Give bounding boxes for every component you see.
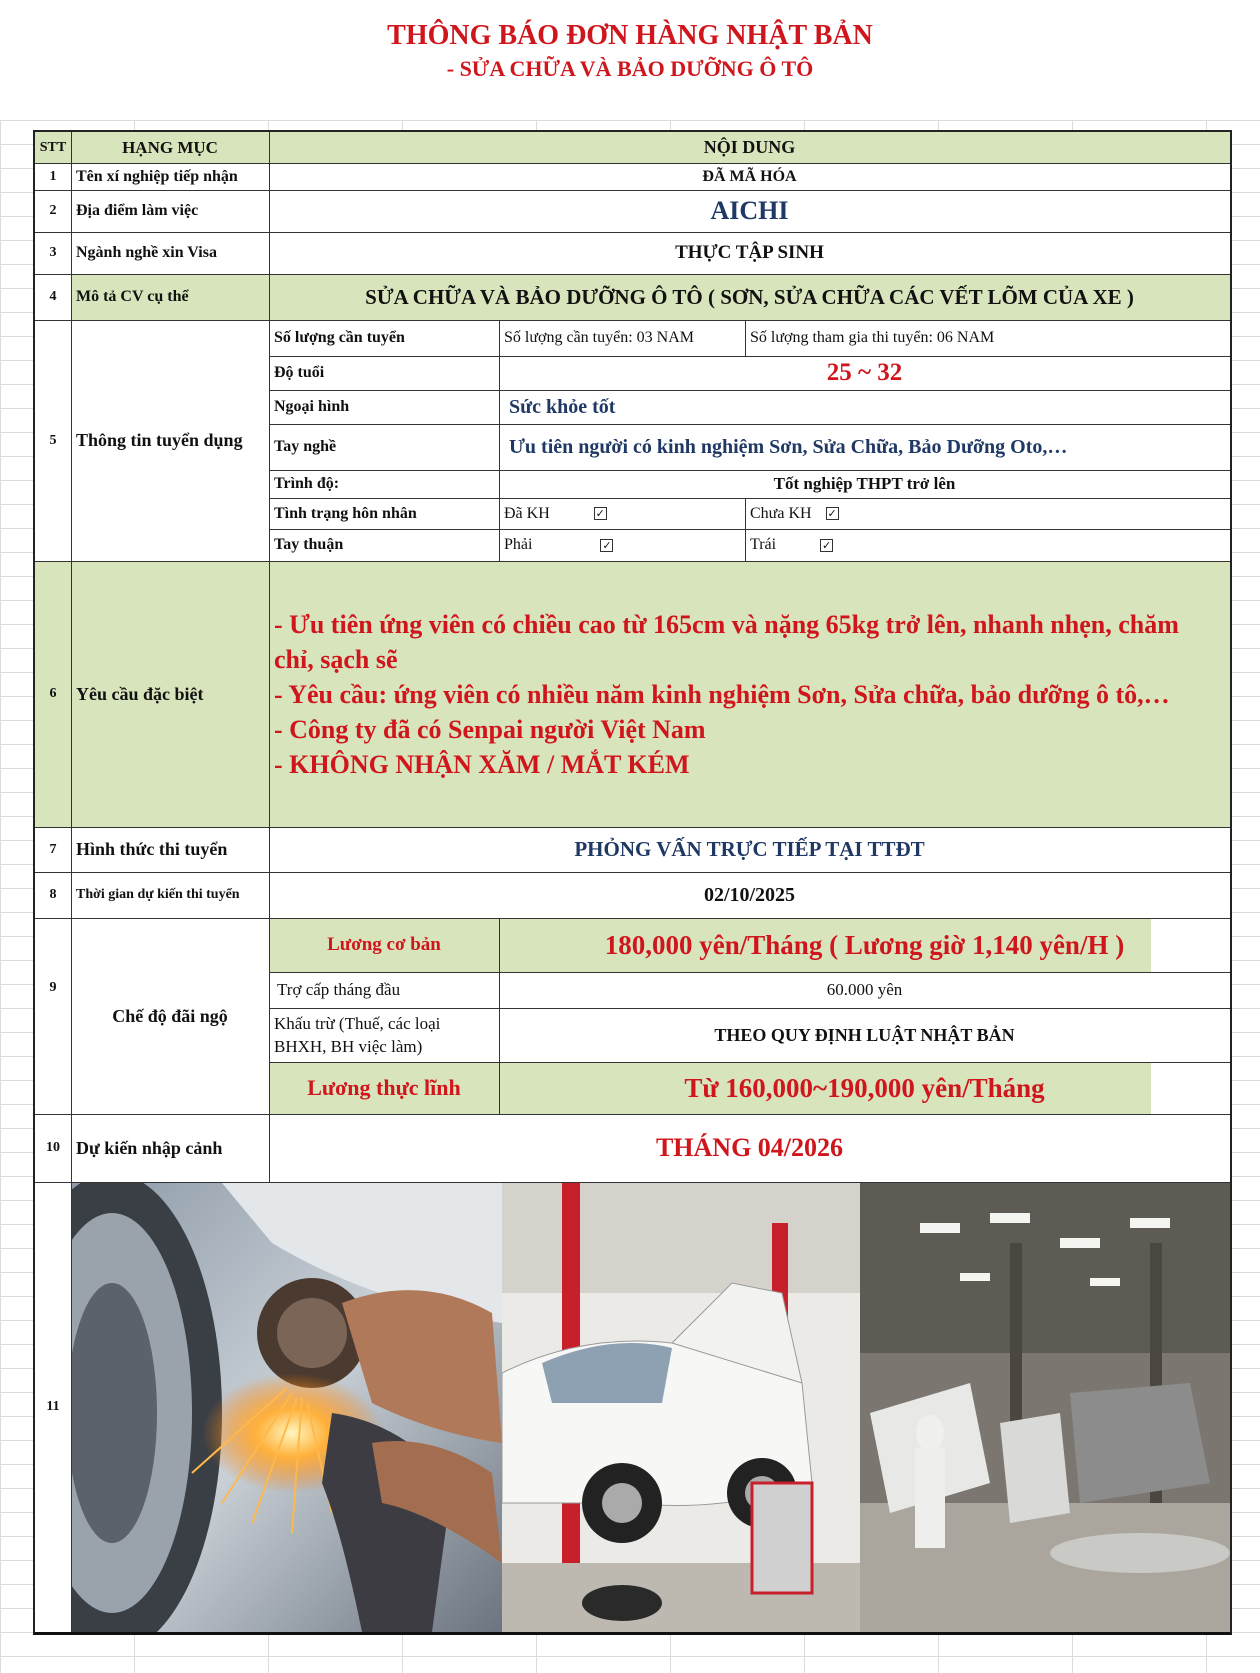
right-hand-checkbox[interactable]: ✓ [602,538,612,552]
row5-label: Thông tin tuyển dụng [76,430,243,450]
row3-stt: 3 [49,245,57,260]
left-hand-label: Trái [750,536,777,553]
base-salary-value: 180,000 yên/Tháng ( Lương giờ 1,140 yên/H ) [604,929,1125,960]
row2-stt: 2 [49,203,57,218]
visa-type-value: THỰC TẬP SINH [675,242,824,263]
right-hand-label: Phải [504,536,533,553]
allowance-value: 60.000 yên [826,980,903,999]
company-name-value: ĐÃ MÃ HÓA [702,167,797,185]
right-hand-option [499,529,745,561]
exam-date-value: 02/10/2025 [703,883,796,906]
appearance-label: Ngoại hình [274,398,350,415]
work-location-value: AICHI [710,196,789,225]
deduction-label: Khấu trừ (Thuế, các loại BHXH, BH việc làm) [274,1014,441,1056]
quantity-exam-value: Số lượng tham gia thi tuyển: 06 NAM [750,329,995,346]
row9-stt: 9 [49,980,57,995]
row9-label: Chế độ đãi ngộ [112,1005,228,1026]
row10-label: Dự kiến nhập cảnh [76,1137,223,1158]
skill-value: Ưu tiên người có kinh nghiệm Sơn, Sửa Chữa, Bảo Dưỡng Oto,… [509,435,1068,458]
education-value: Tốt nghiệp THPT trở lên [773,474,956,493]
row1-label: Tên xí nghiệp tiếp nhận [76,167,238,185]
quantity-needed-value: Số lượng cần tuyển: 03 NAM [504,329,695,346]
net-salary-label: Lương thực lĩnh [307,1075,461,1100]
row6-stt: 6 [49,686,57,701]
col-stt-header: STT [39,139,67,155]
education-label: Trình độ: [274,475,340,492]
order-table [33,130,1232,1635]
age-label: Độ tuổi [274,364,325,381]
row6-label: Yêu cầu đặc biệt [76,683,204,704]
row2-label: Địa điểm làm việc [76,202,199,219]
single-label: Chưa KH [750,504,812,522]
age-value: 25 ~ 32 [826,359,903,386]
row4-label: Mô tả CV cụ thể [76,288,189,305]
left-hand-checkbox[interactable]: ✓ [821,538,832,552]
quantity-label: Số lượng cần tuyển [274,329,405,346]
single-checkbox[interactable]: ✓ [827,507,837,520]
base-salary-label: Lương cơ bản [327,934,441,955]
allowance-label: Trợ cấp tháng đầu [277,980,401,999]
row8-label: Thời gian dự kiến thi tuyển [76,887,240,902]
row4-stt: 4 [49,289,57,304]
row1-stt: 1 [49,168,57,184]
page-title: THÔNG BÁO ĐƠN HÀNG NHẬT BẢN [0,20,1260,52]
left-hand-option [745,529,1230,561]
skill-label: Tay nghề [274,438,337,455]
page-subtitle: - SỬA CHỮA VÀ BẢO DƯỠNG Ô TÔ [0,56,1260,82]
col-category-header: HẠNG MỤC [122,137,218,157]
requirement-item: - Ưu tiên ứng viên có chiều cao từ 165cm và nặng 65kg trở lên, nhanh nhẹn, chăm chỉ, sạch sẽ [274,609,1179,674]
row7-label: Hình thức thi tuyển [76,839,228,859]
row11-stt: 11 [46,1399,60,1414]
married-option [499,498,745,529]
row7-stt: 7 [49,841,57,857]
marital-label: Tình trạng hôn nhân [274,504,417,522]
job-description-value: SỬA CHỮA VÀ BẢO DƯỠNG Ô TÔ ( SƠN, SỬA CHỮA CÁC VẾT LÕM CỦA XE ) [365,284,1134,309]
married-checkbox[interactable]: ✓ [595,507,605,520]
appearance-value: Sức khỏe tốt [509,395,616,418]
married-label: Đã KH [504,504,550,522]
photo-grinding [72,1183,502,1632]
photo-workshop [860,1183,1230,1632]
row3-label: Ngành nghề xin Visa [76,244,217,261]
entry-date-value: THÁNG 04/2026 [655,1133,844,1162]
row10-stt: 10 [46,1140,60,1155]
exam-format-value: PHỎNG VẤN TRỰC TIẾP TẠI TTĐT [574,837,925,861]
net-salary-value: Từ 160,000~190,000 yên/Tháng [684,1072,1045,1103]
special-requirements [269,561,1230,827]
col-content-header: NỘI DUNG [703,137,796,157]
deduction-value: THEO QUY ĐỊNH LUẬT NHẬT BẢN [714,1024,1015,1045]
photo-car-lift [502,1183,860,1632]
single-option [745,498,1230,529]
row8-stt: 8 [49,887,57,902]
requirement-item: - Công ty đã có Senpai người Việt Nam [274,714,706,744]
hand-label: Tay thuận [274,536,344,553]
requirement-item: - Yêu cầu: ứng viên có nhiều năm kinh nghiệm Sơn, Sửa chữa, bảo dưỡng ô tô,… [274,679,1170,709]
requirement-item: - KHÔNG NHẬN XĂM / MẮT KÉM [274,749,690,779]
row5-stt: 5 [49,432,57,448]
